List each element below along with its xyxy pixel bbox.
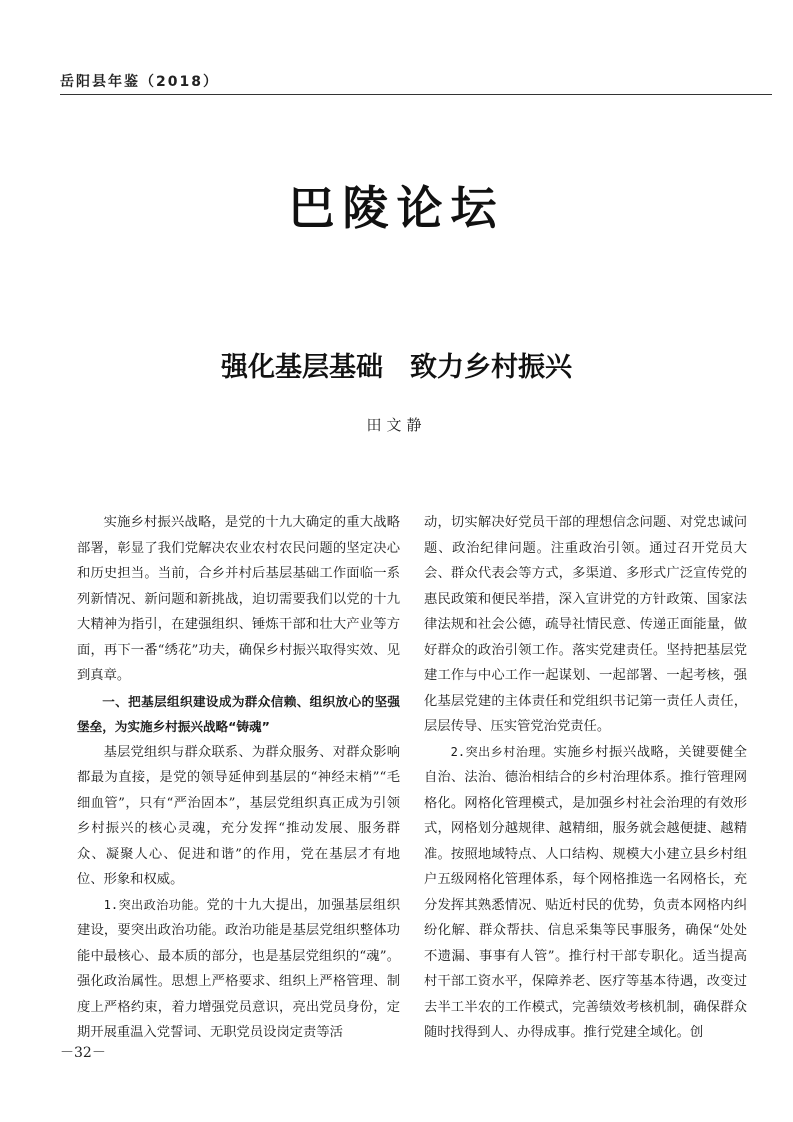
paragraph: 基层党组织与群众联系、为群众服务、对群众影响都最为直接，是党的领导延伸到基层的“神经末梢”“毛细血管”，只有“严治固本”，基层党组织真正成为引领乡村振兴的核心灵魂，充分发挥“推动发展、服务群众、凝聚人心、促进和谐”的作用，党在基层才有地位、形象和权威。 — [77, 744, 400, 887]
paragraph: 动，切实解决好党员干部的理想信念问题、对党忠诚问题、政治纪律问题。注重政治引领。通过召开党员大会、群众代表会等方式，多渠道、多形式广泛宣传党的惠民政策和便民举措，深入宣讲党的方针政策、国家法律法规和社会公德，疏导社情民意、传递正面能量，做好群众的政治引领工作。落实党建责任。坚持把基层党建工作与中心工作一起谋划、一起部署、一起考核，强化基层党建的主体责任和党组织书记第一责任人责任，层层传导、压实管党治党责任。 — [424, 515, 747, 734]
left-column — [77, 510, 400, 1046]
subsection-label: 2.突出乡村治理。 — [450, 744, 554, 759]
paragraph — [77, 893, 400, 1046]
right-column — [424, 510, 747, 1046]
header-divider — [60, 94, 772, 95]
paragraph: 实施乡村振兴战略，是党的十九大确定的重大战略部署，彰显了我们党解决农业农村农民问题的坚定决心和历史担当。当前，合乡并村后基层基础工作面临一系列新情况、新问题和新挑战，迫切需要我们以党的十九大精神为指引，在建强组织、锤炼干部和壮大产业等方面，再下一番“绣花”功夫，确保乡村振兴取得实效、见到真章。 — [77, 515, 400, 683]
article-title: 强化基层基础 致力乡村振兴 — [221, 352, 572, 383]
article-author: 田文静 — [366, 416, 427, 434]
page-number: －32－ — [60, 1045, 106, 1061]
section-heading: 一、把基层组织建设成为群众信赖、组织放心的坚强堡垒，为实施乡村振兴战略“铸魂” — [77, 693, 400, 734]
section-title: 巴陵论坛 — [288, 181, 505, 235]
running-head: 岳阳县年鉴（2018） — [60, 74, 219, 90]
paragraph-text: 党的十九大提出，加强基层组织建设，要突出政治功能。政治功能是基层党组织整体功能中最核心、最本质的部分，也是基层党组织的“魂”。强化政治属性。思想上严格要求、组织上严格管理、制度上严格约束，着力增强党员意识，亮出党员身份，定期开展重温入党誓词、无职党员设岗定责等活 — [77, 897, 401, 1040]
subsection-label: 1.突出政治功能。 — [103, 897, 207, 912]
paragraph-text: 实施乡村振兴战略，关键要健全自治、法治、德治相结合的乡村治理体系。推行管理网格化。网格化管理模式，是加强乡村社会治理的有效形式，网格划分越规律、越精细，服务就会越便捷、越精准。按照地域特点、人口结构、规模大小建立县乡村组户五级网格化管理体系，每个网格推选一名网格长，充分发挥其熟悉情况、贴近村民的优势，负责本网格内纠纷化解、群众帮扶、信息采集等民事服务，确保“处处不遗漏、事事有人管”。推行村干部专职化。适当提高村干部工资水平，保障养老、医疗等基本待遇，改变过去半工半农的工作模式，完善绩效考核机制，确保群众随时找得到人、办得成事。推行党建全域化。创 — [424, 744, 748, 1040]
paragraph — [424, 740, 747, 1046]
